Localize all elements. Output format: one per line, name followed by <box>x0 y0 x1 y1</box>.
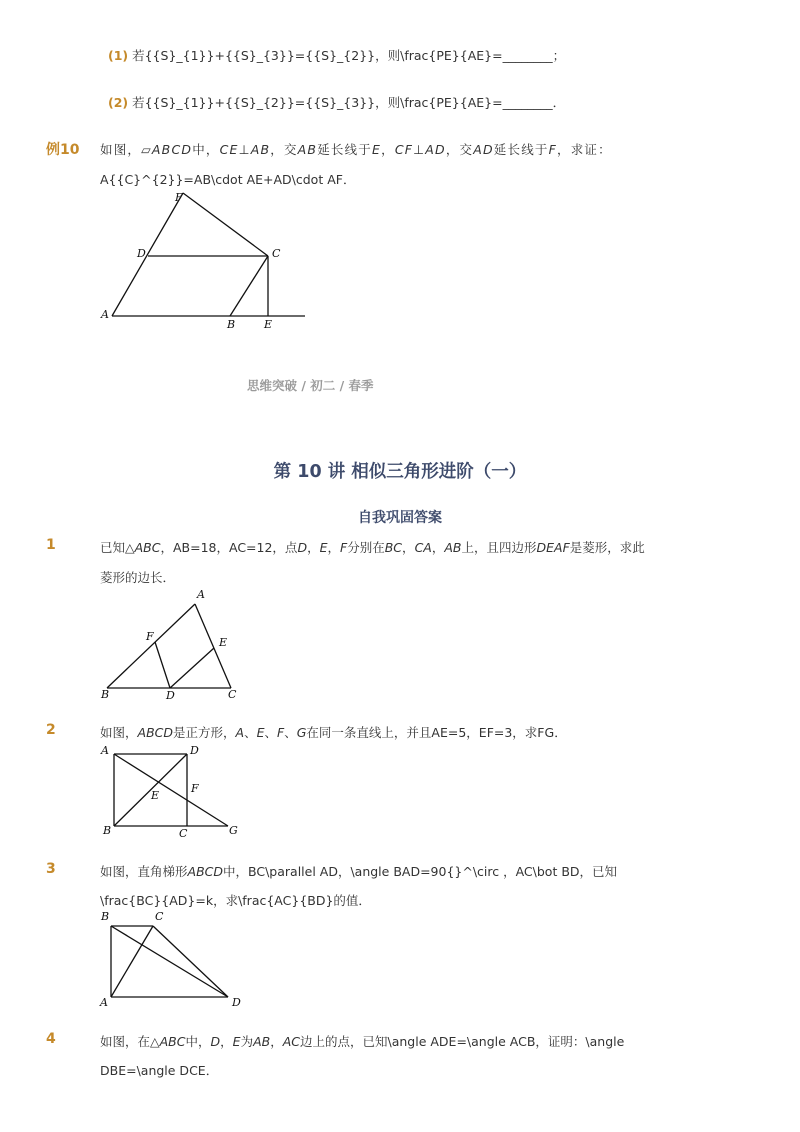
text-run: ， <box>270 1034 283 1049</box>
math-run: AB <box>444 540 462 555</box>
math-run: G <box>296 725 307 740</box>
label-A: A <box>101 308 109 321</box>
text-run: 边上的点，已知\angle ADE=\angle ACB，证明：\angle <box>300 1034 625 1049</box>
label-A: A <box>197 588 205 601</box>
math-run: D <box>297 540 308 555</box>
text-run: 为 <box>240 1034 254 1049</box>
label-D: D <box>190 744 199 757</box>
label-B: B <box>103 824 112 837</box>
math-run: ▱ABCD <box>141 142 193 157</box>
label-A: A <box>100 996 108 1009</box>
text-run: 是菱形，求此 <box>569 540 645 555</box>
example-10-label: 例10 <box>46 142 80 158</box>
text-run: ， <box>327 540 341 555</box>
math-run: △ABC <box>125 540 161 555</box>
math-run: DEAF <box>536 540 570 555</box>
math-run: CF⊥AD <box>394 142 446 157</box>
line-cd <box>153 926 228 997</box>
item-text: 若{{S}_{1}}+{{S}_{3}}={{S}_{2}}，则\frac{PE}{AE}=________； <box>132 48 566 63</box>
text-run: 延长线于 <box>317 142 373 157</box>
label-B: B <box>101 688 110 701</box>
problem-4-text <box>100 1032 624 1050</box>
label-F: F <box>191 782 199 795</box>
item-text: 若{{S}_{1}}+{{S}_{2}}={{S}_{3}}，则\frac{PE}{AE}=________． <box>132 95 566 110</box>
text-run: ， <box>307 540 320 555</box>
label-C: C <box>228 688 237 701</box>
text-run: ， <box>381 142 395 157</box>
text-run: ，交 <box>270 142 298 157</box>
problem-3-number: 3 <box>46 861 56 877</box>
problem-3-text-line2: \frac{BC}{AD}=k，求\frac{AC}{BD}的值． <box>100 893 371 908</box>
text-run: ，AB=18，AC=12，点 <box>160 540 298 555</box>
label-D: D <box>232 996 241 1009</box>
label-C: C <box>272 247 281 260</box>
text-run: 如图，直角梯形 <box>100 864 188 879</box>
text-run: 如图，在 <box>100 1034 151 1049</box>
label-A: A <box>101 744 109 757</box>
problem-1-number: 1 <box>46 537 56 553</box>
example-10-formula: A{{C}^{2}}=AB\cdot AE+AD\cdot AF． <box>100 172 356 187</box>
math-run: E <box>319 540 328 555</box>
label-D: D <box>166 689 175 702</box>
label-B: B <box>227 318 236 331</box>
label-E: E <box>264 318 273 331</box>
line-ac <box>111 926 153 997</box>
math-run: AC <box>282 1034 301 1049</box>
page-footer: 思维突破 / 初二 / 春季 <box>247 378 374 393</box>
label-F: F <box>175 191 183 204</box>
text-run: ， <box>402 540 415 555</box>
text-run: 已知 <box>100 540 126 555</box>
math-run: E <box>372 142 382 157</box>
text-run: 、 <box>284 725 297 740</box>
item-label: (1) <box>108 48 129 63</box>
label-D: D <box>137 247 146 260</box>
math-run: E <box>232 1034 241 1049</box>
math-run: ABCD <box>137 725 173 740</box>
label-C: C <box>179 827 188 840</box>
text-run: 在同一条直线上，并且AE=5，EF=3，求FG． <box>306 725 567 740</box>
text-run: 中， <box>185 1034 211 1049</box>
text-run: 、 <box>244 725 257 740</box>
chapter-title: 第 10 讲 相似三角形进阶（一） <box>273 462 527 482</box>
text-run: 如图， <box>100 725 138 740</box>
text-run: 是正方形， <box>173 725 236 740</box>
text-run: 延长线于 <box>493 142 549 157</box>
label-E: E <box>151 789 160 802</box>
label-C: C <box>155 910 164 923</box>
section-title: 自我巩固答案 <box>358 510 442 526</box>
text-run: 中， <box>192 142 220 157</box>
label-E: E <box>219 636 228 649</box>
line-bd <box>111 926 228 997</box>
text-run: ， <box>220 1034 233 1049</box>
math-run: AB <box>297 142 318 157</box>
text-run: ， <box>431 540 445 555</box>
label-B: B <box>101 910 110 923</box>
text-run: ，交 <box>445 142 474 157</box>
text-run: 分别在 <box>347 540 385 555</box>
math-run: CA <box>414 540 432 555</box>
math-run: F <box>548 142 557 157</box>
math-run: F <box>277 725 285 740</box>
math-run: AD <box>473 142 494 157</box>
item-label: (2) <box>108 95 129 110</box>
problem-4-number: 4 <box>46 1031 56 1047</box>
text-run: ，求证： <box>557 142 612 157</box>
math-run: △ABC <box>150 1034 186 1049</box>
problem-4-text-line2: DBE=\angle DCE． <box>100 1063 219 1078</box>
text-run: 中，BC\parallel AD，\angle BAD=90{}^\circ ，AC\bot BD，已知 <box>223 864 618 879</box>
math-run: E <box>256 725 265 740</box>
text-run: 上，且四边形 <box>461 540 537 555</box>
problem-1-text-line2: 菱形的边长． <box>100 570 176 585</box>
math-run: CE⊥AB <box>219 142 271 157</box>
math-run: BC <box>384 540 403 555</box>
math-run: D <box>210 1034 221 1049</box>
label-G: G <box>229 824 238 837</box>
text-run: 、 <box>264 725 278 740</box>
problem-2-number: 2 <box>46 722 56 738</box>
label-F: F <box>146 630 154 643</box>
math-run: AB <box>253 1034 271 1049</box>
math-run: F <box>340 540 348 555</box>
math-run: ABCD <box>187 864 223 879</box>
text-run: 如图， <box>100 142 142 157</box>
math-run: A <box>235 725 245 740</box>
